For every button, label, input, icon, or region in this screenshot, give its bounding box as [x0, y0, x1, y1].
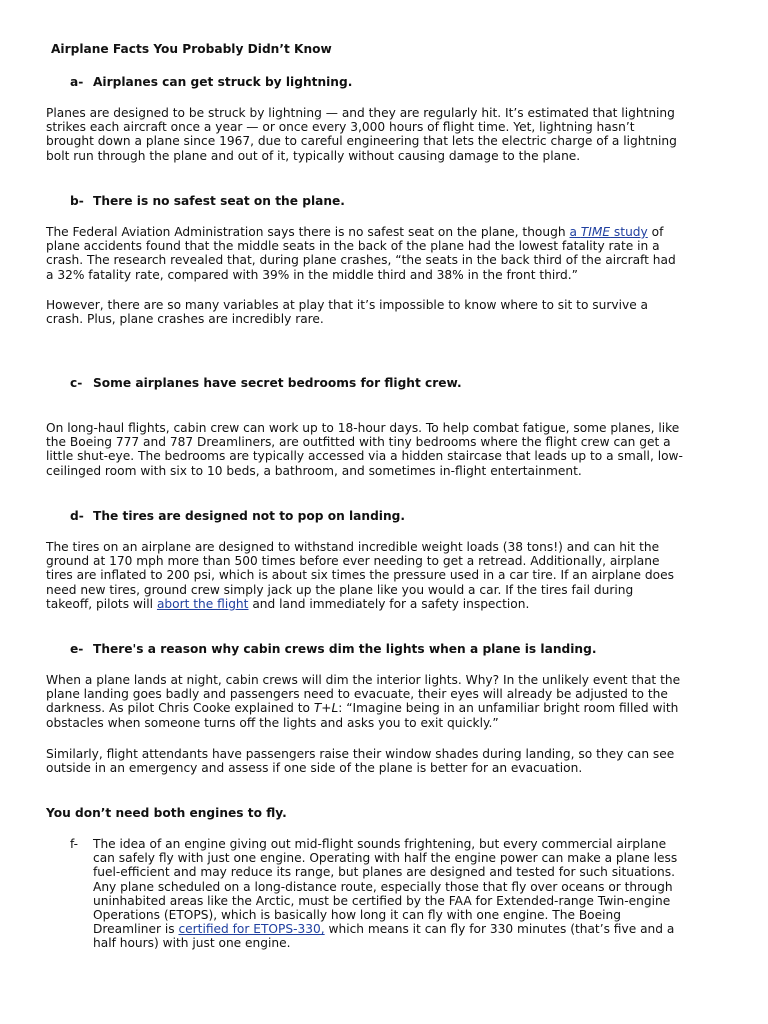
- time-study-link[interactable]: [569, 225, 647, 239]
- text-span: Dreamliner is: [93, 922, 179, 937]
- text-line: the Boeing 777 and 787 Dreamliners, are outfitted with tiny bedrooms where the flight crew can get a: [46, 435, 671, 450]
- abort-the-flight-link[interactable]: abort the flight: [156, 596, 249, 611]
- section-c-heading: [70, 376, 462, 390]
- text-line: The idea of an engine giving out mid-flight sounds frightening, but every commercial airplane: [93, 837, 667, 851]
- text-line: The tires on an airplane are designed to withstand incredible weight loads (38 tons!) and can hit the: [46, 540, 660, 554]
- text-line: crash. Plus, plane crashes are incredibly rare.: [46, 312, 324, 327]
- text-line: fuel-efficient and may reduce its range, but planes are designed and tested for such situations.: [93, 865, 675, 880]
- link-text: a: [569, 225, 581, 239]
- text-line: crash. The research revealed that, during plane crashes, “the seats in the back third of the aircraft had: [46, 253, 676, 268]
- text-line: plane accidents found that the middle seats in the back of the plane had the lowest fatality rate in a: [46, 239, 660, 254]
- text-line: obstacles when someone turns off the lights and asks you to exit quickly.”: [46, 715, 499, 730]
- list-letter: a-: [70, 75, 84, 89]
- text-span: : “Imagine being in an unfamiliar bright room filled with: [338, 701, 679, 716]
- text-line: uninhabited areas like the Arctic, must be certified by the FAA for Extended-range Twin-engine: [93, 893, 671, 908]
- text-line: However, there are so many variables at play that it’s impossible to know where to sit to survive a: [46, 298, 649, 312]
- section-b-heading: [70, 194, 345, 208]
- text-span: of: [647, 225, 664, 239]
- text-line: [93, 922, 723, 936]
- list-letter: b-: [70, 194, 84, 208]
- text-line: Similarly, flight attendants have passengers raise their window shades during landing, so they can see: [46, 747, 675, 761]
- text-line: bolt run through the plane and out of it, typically without causing damage to the plane.: [46, 148, 581, 163]
- list-letter: c-: [70, 376, 83, 390]
- engines-heading: You don’t need both engines to fly.: [46, 806, 287, 820]
- section-e-paragraph-1: [46, 673, 722, 730]
- section-c-paragraph: [46, 421, 722, 478]
- text-line: Operations (ETOPS), which is basically how long it can fly with one engine. The Boeing: [93, 908, 621, 923]
- text-line: ground at 170 mph more than 500 times before ever needing to get a retread. Additionally, airplane: [46, 554, 660, 569]
- list-letter: e-: [70, 642, 84, 656]
- text-line: strikes each aircraft once a year — or once every 3,000 hours of flight time. Yet, lightning hasn’t: [46, 120, 635, 135]
- text-line: [46, 597, 722, 611]
- text-line: can safely fly with just one engine. Operating with half the engine power can make a plane less: [93, 851, 678, 866]
- text-line: plane landing goes badly and passengers need to evacuate, their eyes will already be adjusted to the: [46, 687, 668, 702]
- section-d-heading: [70, 509, 405, 523]
- text-span: which means it can fly for 330 minutes (that’s five and a: [324, 922, 675, 937]
- section-e-heading: [70, 642, 596, 656]
- heading-text: There is no safest seat on the plane.: [93, 194, 345, 208]
- text-line: On long-haul flights, cabin crew can work up to 18-hour days. To help combat fatigue, some planes, like: [46, 421, 680, 435]
- text-span: The Federal Aviation Administration says there is no safest seat on the plane, though: [46, 225, 570, 239]
- etops-certification-link[interactable]: certified for ETOPS-330,: [178, 922, 325, 937]
- section-a-paragraph: [46, 106, 722, 163]
- text-span: and land immediately for a safety inspection.: [248, 596, 530, 611]
- heading-text: The tires are designed not to pop on landing.: [93, 509, 406, 523]
- text-line: little shut-eye. The bedrooms are typically accessed via a hidden staircase that leads up to a small, low-: [46, 449, 683, 464]
- text-line: brought down a plane since 1967, due to careful engineering that lets the electric charge of a lightning: [46, 134, 677, 149]
- heading-text: Some airplanes have secret bedrooms for flight crew.: [93, 376, 462, 390]
- text-line: need new tires, ground crew simply jack up the plane like you would a car. If the tires fail during: [46, 582, 634, 597]
- text-line: When a plane lands at night, cabin crews will dim the interior lights. Why? In the unlikely event that the: [46, 673, 681, 687]
- list-letter: d-: [70, 509, 84, 523]
- document-title: Airplane Facts You Probably Didn’t Know: [51, 42, 332, 56]
- text-line: tires are inflated to 200 psi, which is about six times the pressure used in a car tire. If an airplane does: [46, 568, 674, 583]
- list-letter: f-: [70, 837, 79, 851]
- section-f-paragraph: [93, 837, 723, 951]
- section-a-heading: [70, 75, 352, 89]
- heading-text: Airplanes can get struck by lightning.: [93, 75, 353, 89]
- heading-text: There's a reason why cabin crews dim the lights when a plane is landing.: [93, 642, 597, 656]
- text-line: Planes are designed to be struck by lightning — and they are regularly hit. It’s estimated that lightning: [46, 106, 675, 120]
- text-span: darkness. As pilot Chris Cooke explained to: [46, 701, 314, 716]
- text-line: outside in an emergency and assess if one side of the plane is better for an evacuation.: [46, 761, 583, 776]
- text-line: [46, 701, 722, 715]
- text-line: Any plane scheduled on a long-distance route, especially those that fly over oceans or through: [93, 879, 673, 894]
- text-line: ceilinged room with six to 10 beds, a bathroom, and sometimes in-flight entertainment.: [46, 463, 582, 478]
- text-italic: T+L: [313, 701, 339, 716]
- section-b-paragraph-1: [46, 225, 722, 282]
- section-d-paragraph: [46, 540, 722, 611]
- text-line: half hours) with just one engine.: [93, 936, 291, 951]
- text-line: a 32% fatality rate, compared with 39% in the middle third and 38% in the front third.”: [46, 267, 578, 282]
- link-text: study: [610, 225, 648, 239]
- text-span: takeoff, pilots will: [46, 596, 157, 611]
- section-b-paragraph-2: [46, 298, 722, 326]
- link-text-italic: TIME: [580, 225, 611, 239]
- text-line: [46, 225, 722, 239]
- section-e-paragraph-2: [46, 747, 722, 775]
